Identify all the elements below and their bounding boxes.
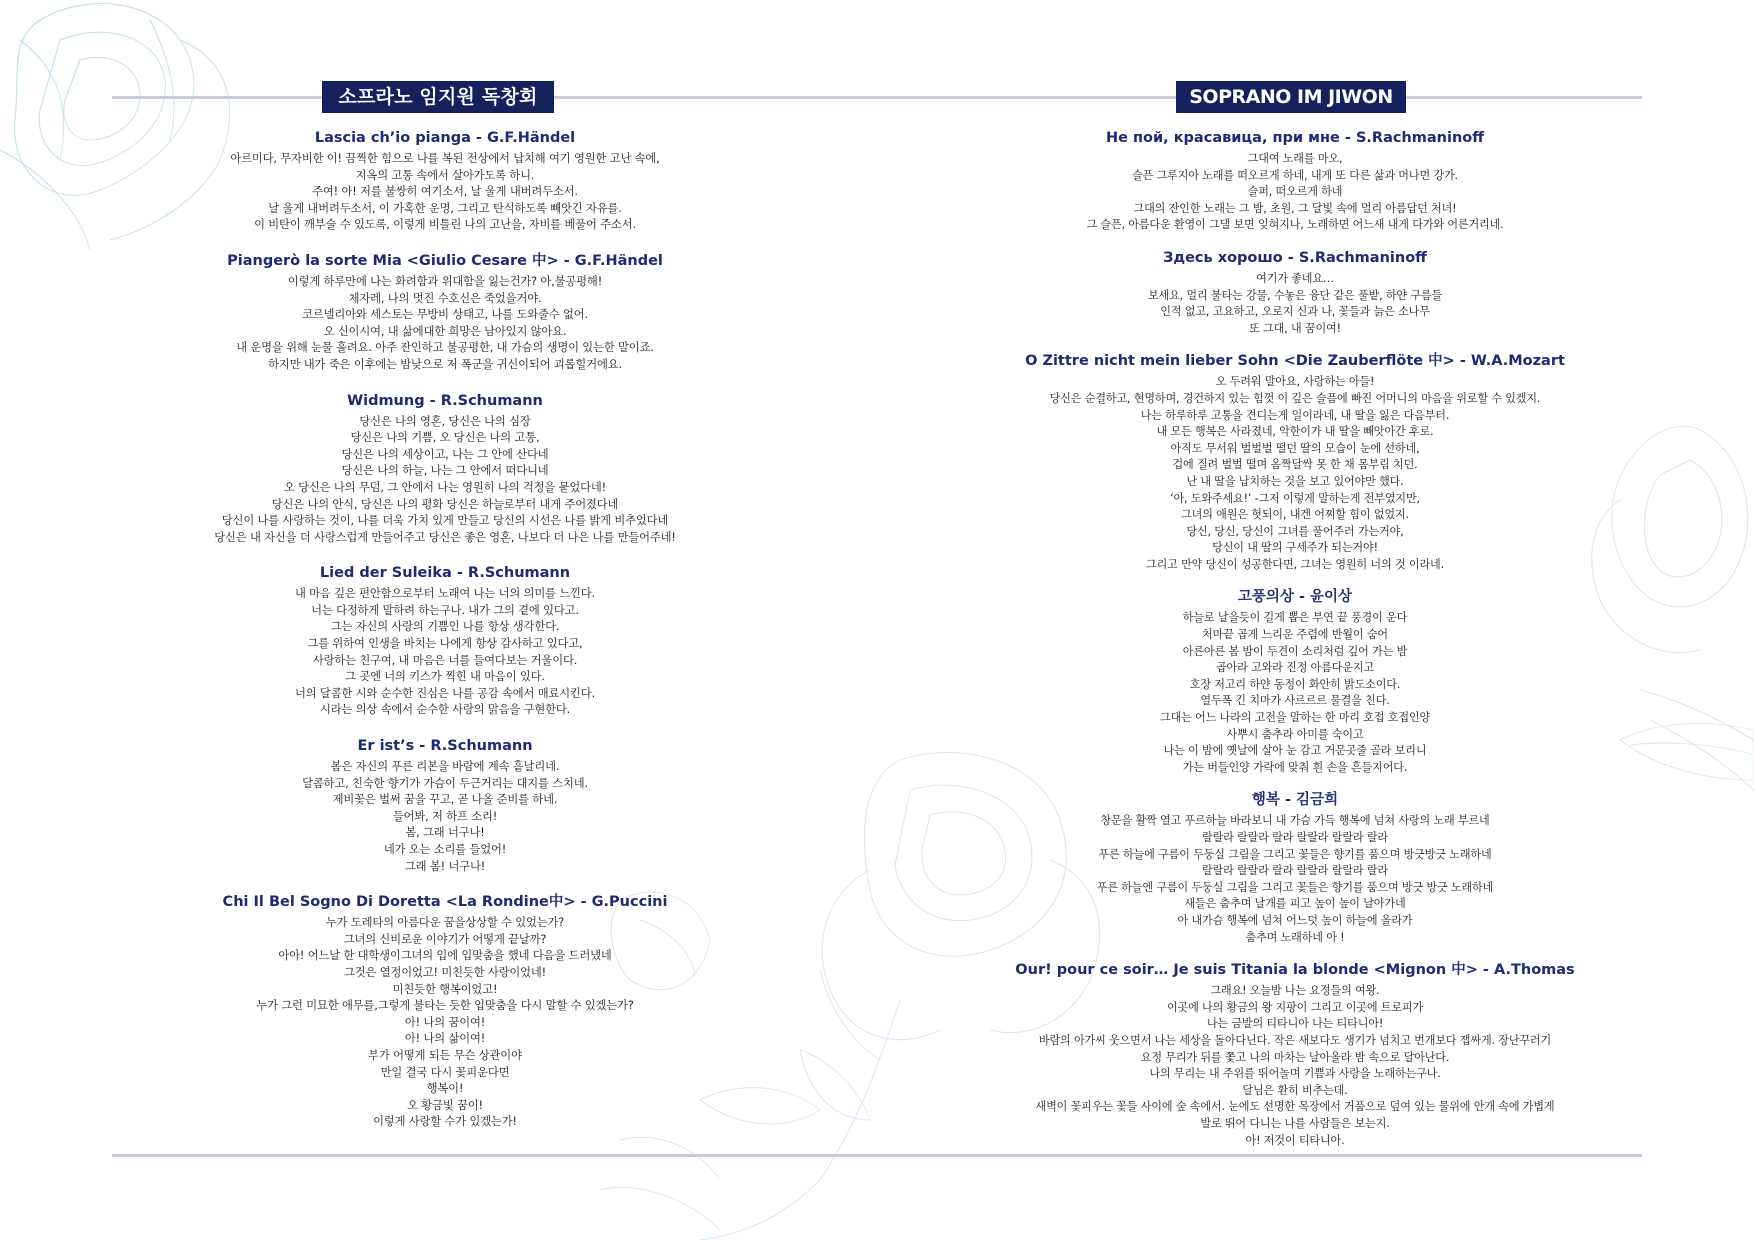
song-title: 행복 - 김금희 bbox=[1251, 792, 1339, 809]
lyric-line: 사뿌시 춤추라 아미를 숙이고 bbox=[1226, 727, 1364, 741]
lyric-line: 만일 결국 다시 꽃피운다면 bbox=[380, 1065, 510, 1079]
song-title: Lied der Suleika - R.Schumann bbox=[319, 565, 571, 582]
lyric-line: 아른아른 봄 밤이 두견이 소리처럼 깊어 가는 밤 bbox=[1182, 644, 1408, 658]
lyric-line: 이렇게 사랑할 수가 있겠는가! bbox=[373, 1115, 517, 1129]
lyrics-translation bbox=[990, 610, 1600, 776]
lyric-line: 당신은 나의 영혼, 당신은 나의 심장 bbox=[359, 414, 531, 428]
lyric-line: 여기가 좋네요… bbox=[1256, 271, 1334, 285]
lyric-line: 당신은 나의 하늘, 나는 그 안에서 떠다니네 bbox=[341, 464, 549, 478]
lyric-line: 그래 봄! 너구나! bbox=[404, 859, 486, 873]
song-title: Lascia ch’io pianga - G.F.Händel bbox=[314, 130, 576, 146]
lyrics-translation bbox=[990, 813, 1600, 946]
lyric-line: 아! 저것이 티타니아. bbox=[1245, 1133, 1345, 1147]
lyric-line: 시라는 의상 속에서 순수한 사랑의 맑음을 구현한다. bbox=[319, 703, 571, 717]
lyric-line: 사랑하는 친구여, 내 마음은 너를 들여다보는 거울이다. bbox=[312, 653, 578, 667]
right-leaf bbox=[1620, 723, 1754, 780]
lyric-line: 인적 없고, 고요하고, 오로지 신과 나, 꽃들과 늙은 소나무 bbox=[1160, 305, 1430, 319]
lyric-line: 그대여 노래를 마오, bbox=[1247, 152, 1343, 165]
lyric-line: 당신은 내 자신을 더 사랑스럽게 만들어주고 당신은 좋은 영혼, 나보다 더 나은 나를 만들어주네! bbox=[214, 530, 676, 544]
lyric-line: 오 황금빛 꿈이! bbox=[407, 1098, 483, 1112]
lyric-line: 너는 다정하게 말하려 하는구나. 내가 그의 곁에 있다고. bbox=[311, 603, 579, 617]
lyrics-translation bbox=[190, 915, 700, 1131]
lyric-line: 새들은 춤추며 날개를 피고 높이 높이 날아가네 bbox=[1184, 897, 1406, 911]
lyric-line: 이곳에 나의 황금의 왕 지팡이 그리고 이곳에 트로피가 bbox=[1166, 1000, 1424, 1014]
korean-title-banner: 소프라노 임지원 독창회 bbox=[322, 81, 554, 113]
lyric-line: 당신이 내 딸의 구세주가 되는거야! bbox=[1212, 541, 1378, 555]
lyric-line: 당신은 순결하고, 현명하며, 경건하지 있는 힘껏 이 깊은 슬픔에 빠진 어머니의 마음을 위로할 수 있겠지. bbox=[1049, 391, 1541, 405]
lyric-line: 그 슬픈, 아름다운 환영이 그댈 보면 잊혀지나, 노래하면 어느새 내게 다가와 어른거리네. bbox=[1086, 218, 1504, 232]
lyric-line: 지옥의 고통 속에서 살아가도록 하니. bbox=[355, 168, 535, 182]
song-block bbox=[990, 790, 1600, 946]
lyric-line: 미친듯한 행복이었고! bbox=[392, 982, 498, 996]
lyric-line: 누가 도레타의 아름다운 꿈을상상할 수 있었는가? bbox=[325, 916, 565, 930]
lyric-line: 그대는 어느 나라의 고전을 말하는 한 마리 호접 호접인양 bbox=[1159, 711, 1431, 725]
lyric-line: 날 울게 내버려두소서, 이 가혹한 운명, 그리고 탄식하도록 빼앗긴 자유를. bbox=[268, 201, 622, 215]
lyric-line: 오 당신은 나의 무덤, 그 안에서 나는 영원히 나의 걱정을 묻었다네! bbox=[283, 480, 607, 494]
lyric-line: 그 곳엔 너의 키스가 찍힌 내 마음이 있다. bbox=[345, 670, 545, 684]
song-title: Er ist’s - R.Schumann bbox=[357, 738, 533, 755]
lyric-line: 아아! 어느날 한 대학생이그녀의 입에 입맞춤을 했네 다음을 드러냈네 bbox=[278, 949, 612, 963]
lyric-line: 아직도 무서워 벌벌벌 떨던 딸의 모습이 눈에 선하네, bbox=[1170, 441, 1420, 455]
lyric-line: 그것은 열정이었고! 미친듯한 사랑이었네! bbox=[343, 965, 547, 979]
lyrics-translation bbox=[190, 151, 700, 234]
lyric-line: 그는 자신의 사랑의 기쁨인 나를 항상 생각한다. bbox=[330, 620, 560, 634]
lyric-line: 누가 그런 미묘한 애무를,그렇게 불타는 듯한 입맞춤을 다시 말할 수 있겠는가? bbox=[256, 999, 634, 1013]
lyrics-translation bbox=[990, 374, 1600, 573]
lyric-line: 아! 나의 꿈이여! bbox=[404, 1015, 486, 1029]
lyric-line: 네가 오는 소리를 들었어! bbox=[383, 843, 507, 856]
song-block bbox=[190, 391, 700, 547]
english-title-banner: SOPRANO IM JIWON bbox=[1176, 81, 1406, 113]
lyric-line: 이 비탄이 깨부술 수 있도록, 이렇게 비틀린 나의 고난을, 자비를 베풀어 주소서. bbox=[254, 218, 636, 232]
lyric-line: 발로 뛰어 다니는 나를 사람들은 보는지. bbox=[1200, 1116, 1390, 1130]
lyric-line: 나의 무리는 내 주위를 뛰어놀며 기쁨과 사랑을 노래하는구나. bbox=[1149, 1067, 1441, 1081]
lyric-line: 당신은 나의 세상이고, 나는 그 안에 산다네 bbox=[341, 447, 549, 461]
lyric-line: 그녀의 애원은 헛되이, 내겐 어찌할 힘이 없었지. bbox=[1181, 508, 1409, 522]
lyric-line: 그리고 만약 당신이 성공한다면, 그녀는 영원히 너의 것 이라네. bbox=[1146, 557, 1444, 571]
lyric-line: 난 내 딸을 납치하는 것을 보고 있어야만 했다. bbox=[1186, 474, 1404, 488]
lyric-line: 주여! 아! 저를 불쌍히 여기소서, 날 울게 내버려두소서. bbox=[312, 185, 578, 199]
lyric-line: 랄랄라 랄랄라 랄라 랄랄라 랄랄라 랄라 bbox=[1202, 864, 1388, 878]
lyric-line: 가는 버들인양 가락에 맞춰 흰 손을 흔들지어다. bbox=[1182, 760, 1408, 774]
lyric-line: 푸른 하늘엔 구름이 두둥실 그림을 그리고 꽃들은 향기를 품으며 방긋 방긋 노래하네 bbox=[1096, 880, 1494, 894]
song-block bbox=[190, 736, 700, 875]
song-block bbox=[190, 251, 700, 374]
song-block bbox=[990, 351, 1600, 573]
song-title: Здесь хорошо - S.Rachmaninoff bbox=[1163, 249, 1427, 266]
song-block bbox=[190, 563, 700, 719]
lyric-line: 처마끝 곱게 느리운 주렴에 반월이 숨어 bbox=[1202, 628, 1388, 642]
lyric-line: 내 모든 행복은 사라졌네, 악한이가 내 딸을 빼앗아간 후로. bbox=[1156, 425, 1434, 439]
lyric-line: 이렇게 하루만에 나는 화려함과 위대함을 잃는건가? 아,불공평해! bbox=[287, 274, 603, 288]
right-flower bbox=[1592, 426, 1754, 790]
lyric-line: 그녀의 신비로운 이야기가 어떻게 끝날까? bbox=[343, 932, 547, 946]
lyric-line: 행복이! bbox=[426, 1082, 464, 1096]
lyric-line: 부가 어떻게 되든 무슨 상관이야 bbox=[368, 1048, 522, 1062]
song-title: Не пой, красавица, при мне - S.Rachmaninoff bbox=[1106, 130, 1484, 146]
lyric-line: 코르넬리아와 세스토는 무방비 상태고, 나를 도와줄수 없어. bbox=[302, 308, 588, 322]
lyrics-translation bbox=[990, 151, 1600, 234]
lyric-line: 하늘로 날을듯이 길게 뽑은 부연 끝 풍경이 운다 bbox=[1182, 611, 1408, 625]
lyrics-translation bbox=[990, 983, 1600, 1149]
lyric-line: 창문을 활짝 열고 푸르하늘 바라보니 내 가슴 가득 행복에 넘쳐 사랑의 노래 부르네 bbox=[1100, 814, 1490, 828]
lyric-line: 그를 위하여 인생을 바치는 나에게 항상 감사하고 있다고, bbox=[307, 637, 583, 651]
song-title: 고풍의상 - 윤이상 bbox=[1237, 589, 1353, 606]
lyric-line: 호장 저고리 하얀 동정이 화안히 밝도소이다. bbox=[1189, 677, 1401, 691]
lyric-line: 들어봐, 저 하프 소리! bbox=[392, 809, 498, 823]
lyric-line: 나는 이 밤에 옛날에 살아 눈 감고 거문곳줄 골라 보리니 bbox=[1163, 744, 1427, 758]
lyric-line: ‘아, 도와주세요!’ -그저 이렇게 말하는게 전부였지만, bbox=[1170, 491, 1420, 505]
song-title: Piangerò la sorte Mia <Giulio Cesare 中> - G.F.Händel bbox=[227, 252, 663, 269]
lyric-line: 요정 무리가 뒤를 쫓고 나의 마차는 날아올라 밤 속으로 달아난다. bbox=[1140, 1050, 1450, 1064]
lyrics-translation bbox=[990, 271, 1600, 337]
lyric-line: 겁에 질려 벌벌 떨며 옴짝달싹 못 한 채 몸부림 치던. bbox=[1172, 458, 1418, 472]
lyric-line: 당신, 당신, 당신이 그녀를 풀어주러 가는거야, bbox=[1186, 524, 1404, 538]
song-block bbox=[990, 587, 1600, 776]
lyric-line: 그대의 잔인한 노래는 그 밤, 초원, 그 달빛 속에 멀리 아름답던 처녀! bbox=[1133, 201, 1457, 215]
lyric-line: 오 신이시여, 내 삶에대한 희망은 남아있지 않아요. bbox=[323, 324, 567, 338]
lyric-line: 당신이 나를 사랑하는 것이, 나를 더욱 가치 있게 만들고 당신의 시선은 나를 밝게 비추었다네 bbox=[221, 514, 669, 528]
song-block bbox=[190, 128, 700, 234]
lyric-line: 하지만 내가 죽은 이후에는 밤낮으로 저 폭군을 귀신이되어 괴롭힐거에요. bbox=[268, 357, 622, 371]
lyric-line: 당신은 나의 안식, 당신은 나의 평화 당신은 하늘로부터 내게 주어졌다네 bbox=[271, 497, 619, 511]
lyric-line: 아 내가슴 행복에 넘쳐 어느덧 높이 하늘에 올라가 bbox=[1177, 913, 1413, 927]
lyric-line: 푸른 하늘에 구름이 두둥실 그림을 그리고 꽃들은 향기를 품으며 방긋방긋 노래하네 bbox=[1098, 847, 1492, 861]
lyric-line: 슬픈 그루지아 노래를 떠오르게 하네, 내게 또 다른 삶과 머나먼 강가. bbox=[1132, 168, 1458, 182]
lyric-line: 당신은 나의 기쁨, 오 당신은 나의 고통, bbox=[350, 431, 540, 445]
lyric-line: 보세요, 멀리 불타는 강물, 수놓은 융단 같은 풀밭, 하얀 구름들 bbox=[1147, 288, 1443, 302]
lyric-line: 랄랄라 랄랄라 랄라 랄랄라 랄랄라 랄라 bbox=[1202, 831, 1388, 844]
song-title: Chi Il Bel Sogno Di Doretta <La Rondine中> - G.Puccini bbox=[222, 894, 668, 911]
lyric-line: 오 두려워 말아요, 사랑하는 아들! bbox=[1215, 375, 1375, 389]
lyrics-translation bbox=[190, 759, 700, 875]
song-title: O Zittre nicht mein lieber Sohn <Die Zauberflöte 中> - W.A.Mozart bbox=[1025, 353, 1565, 370]
left-program-column bbox=[190, 128, 700, 1148]
right-program-column bbox=[990, 128, 1600, 1163]
lyric-line: 그래요! 오늘밤 나는 요정들의 여왕. bbox=[1210, 984, 1380, 998]
lyric-line: 열두폭 긴 치마가 사르르르 물결을 친다. bbox=[1200, 694, 1390, 708]
song-block bbox=[990, 960, 1600, 1149]
song-block bbox=[990, 128, 1600, 234]
lyric-line: 내 운명을 위해 눈물 흘려요. 아주 잔인하고 불공평한, 내 가슴의 생명이 있는한 말이죠. bbox=[236, 341, 654, 355]
lyric-line: 봄, 그래 너구나! bbox=[405, 826, 485, 840]
lyric-line: 아! 나의 삶이여! bbox=[404, 1032, 486, 1046]
lyric-line: 새벽이 꽃피우는 꽃들 사이에 숲 속에서. 눈에도 선명한 목장에서 거품으로 덮여 있는 물위에 안개 속에 가볍게 bbox=[1035, 1100, 1555, 1114]
song-block bbox=[990, 248, 1600, 337]
lyric-line: 바람의 아가씨 웃으면서 나는 세상을 돌아다닌다. 작은 새보다도 생기가 넘치고 번개보다 잽싸게. 장난꾸러기 bbox=[1038, 1033, 1552, 1047]
lyric-line: 나는 하루하루 고통을 견디는게 일이라네, 내 딸을 잃은 다음부터. bbox=[1140, 408, 1450, 422]
lyric-line: 아르미다, 무자비한 이! 끔찍한 힘으로 나를 복된 전상에서 납치해 여기 영원한 고난 속에, bbox=[230, 152, 660, 165]
song-title: Widmung - R.Schumann bbox=[347, 392, 543, 409]
song-title: Our! pour ce soir… Je suis Titania la blonde <Mignon 中> - A.Thomas bbox=[1015, 962, 1575, 979]
lyric-line: 봄은 자신의 푸른 리본을 바람에 계속 흩날리네. bbox=[330, 760, 560, 774]
lyric-line: 너의 달콤한 시와 순수한 진심은 나를 공감 속에서 매료시킨다. bbox=[294, 686, 596, 700]
lyric-line: 슬퍼, 떠오르게 하네 bbox=[1247, 185, 1343, 199]
lyric-line: 달콤하고, 친숙한 향기가 가슴이 두근거리는 대지를 스치네. bbox=[302, 776, 588, 790]
lyric-line: 내 마음 깊은 편안함으로부터 노래여 나는 너의 의미를 느낀다. bbox=[294, 587, 596, 601]
lyric-line: 체자레, 나의 멋진 수호신은 죽었을거야. bbox=[348, 291, 542, 305]
lyric-line: 달님은 환히 비추는데. bbox=[1242, 1083, 1348, 1097]
lyric-line: 춤추며 노래하네 아 ! bbox=[1245, 930, 1345, 944]
lyric-line: 또 그대, 내 꿈이여! bbox=[1249, 321, 1341, 335]
lyrics-translation bbox=[190, 586, 700, 719]
lyric-line: 제비꽃은 벌써 꿈을 꾸고, 곧 나올 준비를 하네. bbox=[332, 793, 558, 807]
song-block bbox=[190, 892, 700, 1131]
lyrics-translation bbox=[190, 414, 700, 547]
lyrics-translation bbox=[190, 274, 700, 374]
lyric-line: 나는 금발의 티타니아 나는 티타니아! bbox=[1206, 1017, 1384, 1031]
lyric-line: 곱아라 고와라 진정 아름다운지고 bbox=[1215, 661, 1375, 675]
